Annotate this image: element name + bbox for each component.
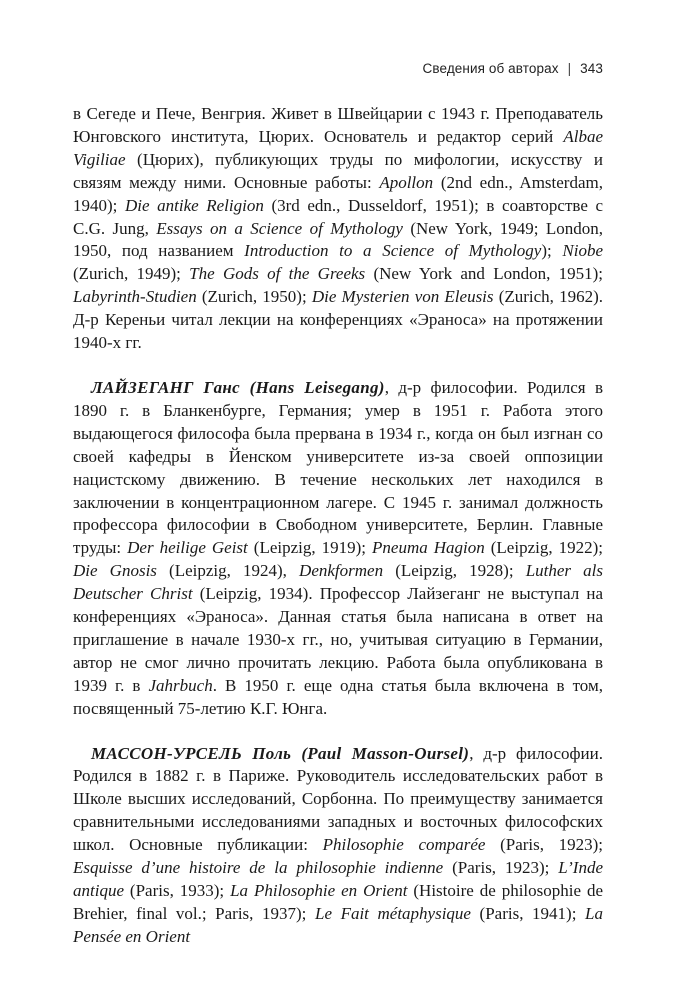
italic-title: Die Mysterien von Eleusis — [311, 287, 494, 307]
header-separator: | — [567, 61, 572, 76]
text-run: (Zurich, 1949); — [73, 264, 190, 284]
text-run: (New York and London, 1951); — [365, 264, 604, 284]
italic-title: La Philosophie en Orient — [230, 881, 408, 900]
page-body — [73, 103, 603, 949]
text-run: (Zurich, 1950); — [196, 287, 312, 307]
text-run: (Histoire de philosophie de Brehier, final vol.; Paris, 1937); — [73, 881, 603, 923]
italic-title: L’Inde antique — [73, 858, 603, 900]
italic-title: Pneuma Hagion — [372, 538, 485, 558]
italic-title: Essays on a Science of Mythology — [156, 218, 403, 238]
text-run: (Leipzig, 1922); — [484, 538, 603, 558]
text-run: (Zurich, 1962). Д-р Кереньи читал лекции на конференциях «Эраноса» на протяжении 1940-х гг. — [73, 287, 604, 353]
running-header — [423, 61, 603, 76]
paragraph-kerenyi-continued — [73, 103, 603, 355]
text-run: (Цюрих), публикующих труды по мифологии, искусству и связям между ними. Основные работы: — [73, 149, 603, 192]
text-run: (Paris, 1933); — [124, 881, 231, 900]
text-run: (3rd edn., Dusseldorf, 1951); в соавторстве с C.G. Jung, — [73, 195, 604, 238]
text-run: , д-р философии. Родился в 1882 г. в Париже. Руководитель исследовательских работ в Школе высших исследований, Сорбонна. По преимуществу занимается сравнительными исследованиями западных и восточных философских школ. Основные публикации: — [73, 743, 603, 855]
text-run: (Leipzig, 1934). Профессор Лайзеганг не выступал на конференциях «Эраноса». Данная статья была написана в ответ на приглашение в начале 1930-х гг., но, учитывая ситуацию в Германии, автор не смог лично прочитать лекцию. Работа была опубликована в 1939 г. в — [73, 584, 603, 695]
italic-title: Introduction to a Science of Mythology — [244, 241, 542, 261]
italic-title: Labyrinth-Studien — [73, 287, 197, 307]
text-run: (2nd edn., Amsterdam, 1940); — [73, 172, 603, 215]
italic-title: Der heilige Geist — [127, 538, 248, 558]
italic-title: Niobe — [562, 241, 603, 261]
italic-title: La Pensée en Orient — [73, 903, 604, 946]
text-run: (Paris, 1923); — [443, 858, 559, 878]
italic-title: Denkformen — [299, 561, 384, 581]
italic-title: Albae Vigiliae — [73, 126, 603, 169]
text-run: (Paris, 1941); — [470, 903, 586, 923]
text-run: в Сегеде и Пече, Венгрия. Живет в Швейцарии с 1943 г. Преподаватель Юнговского института, Цюрих. Основатель и редактор серий — [73, 104, 603, 146]
text-run: ); — [541, 241, 563, 261]
author-name: ЛАЙЗЕГАНГ Ганс (Hans Leisegang) — [91, 377, 385, 397]
entry-leisegang — [73, 377, 603, 721]
italic-title: Luther als Deutscher Christ — [73, 561, 603, 604]
text-run: (Leipzig, 1928); — [383, 561, 526, 581]
italic-title: Esquisse d’une histoire de la philosophie indienne — [73, 858, 444, 878]
italic-title: Die antike Religion — [124, 195, 264, 215]
italic-title: Philosophie comparée — [322, 835, 486, 855]
text-run: (Paris, 1923); — [485, 835, 603, 855]
text-run: . В 1950 г. еще одна статья была включена в том, посвященный 75-летию К.Г. Юнга. — [73, 675, 603, 718]
text-run: (Leipzig, 1919); — [247, 538, 373, 558]
italic-title: Die Gnosis — [73, 561, 157, 581]
italic-title: The Gods of the Greeks — [189, 264, 366, 284]
text-run: (New York, 1949; London, 1950, под названием — [73, 218, 604, 261]
entry-masson-oursel — [73, 743, 603, 949]
italic-title: Apollon — [379, 172, 434, 192]
italic-title: Jahrbuch — [148, 675, 213, 695]
page-number: 343 — [580, 61, 603, 76]
section-title: Сведения об авторах — [422, 61, 559, 76]
text-run: , д-р философии. Родился в 1890 г. в Бланкенбурге, Германия; умер в 1951 г. Работа этого выдающегося философа была прервана в 1934 г., когда он был изгнан со своей кафедры в Йенском университете из-за своей оппозиции нацистскому движению. В течение нескольких лет находился в заключении в концентрационном лагере. С 1945 г. занимал должность профессора философии в Свободном университете, Берлин. Главные труды: — [73, 377, 604, 558]
author-name: МАССОН-УРСЕЛЬ Поль (Paul Masson-Oursel) — [91, 743, 470, 763]
italic-title: Le Fait métaphysique — [314, 903, 471, 923]
text-run: (Leipzig, 1924), — [156, 561, 300, 581]
